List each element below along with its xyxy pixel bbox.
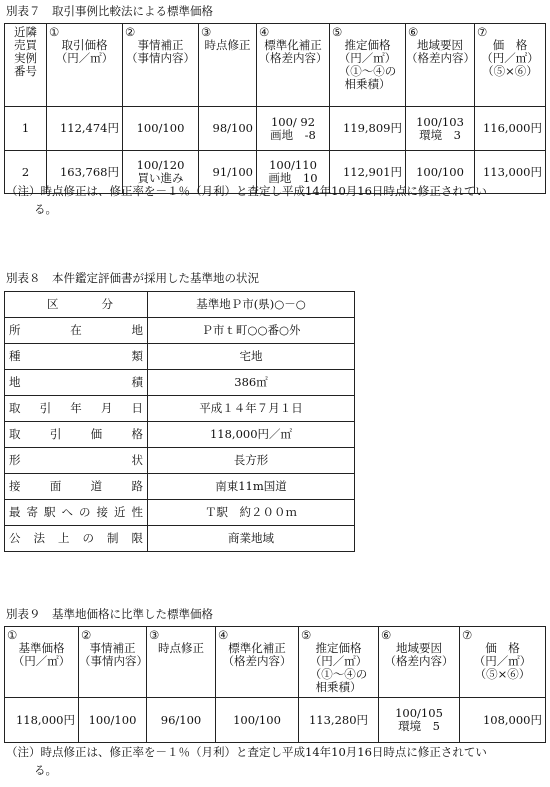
table8-label: 地 積 [5,370,148,396]
table7-note-line2: る。 [34,202,57,216]
table7-header-cell: ③ 時点修正 [199,24,257,107]
table7-cell-price: 163,768円 [47,151,123,194]
table-row [5,474,355,500]
table9-note-line1: （注）時点修正は、修正率を－１％（月利）と査定し平成14年10月16日時点に修正されてい [6,745,487,759]
table7 [4,23,546,194]
table8-label: 最 寄 駅 へ の 接 近 性 [5,500,148,526]
table7-cell-suitei: 112,901円 [330,151,406,194]
table7-header-cell: ② 事情補正 （事情内容） [123,24,199,107]
table8-header-value: 基準地Ｐ市(県)○－○ [148,292,355,318]
table8-value: 南東11m国道 [148,474,355,500]
table7-cell-kakaku: 116,000円 [475,107,546,151]
table8-label: 公 法 上 の 制 限 [5,526,148,552]
table9-cell-kijun: 118,000円 [5,698,79,743]
table9-header-cell: ① 基準価格 （円／㎡） [5,627,79,698]
table8-value: Ｐ市ｔ町○○番○外 [148,318,355,344]
table7-title: 別表７ 取引事例比較法による標準価格 [6,4,213,18]
table7-header-cell: ⑦ 価 格 （円／㎡） （⑤×⑥） [475,24,546,107]
table-row [5,318,355,344]
table7-cell-price: 112,474円 [47,107,123,151]
table-row [5,107,546,151]
table9-cell-kakaku: 108,000円 [460,698,546,743]
table9 [4,626,546,743]
table8-label: 取 引 価 格 [5,422,148,448]
table-row [5,698,546,743]
table8-title: 別表８ 本件鑑定評価書が採用した基準地の状況 [6,271,259,285]
table7-cell-chiiki: 100/103 環境 3 [406,107,475,151]
table-row [5,422,355,448]
table8-header-row [5,292,355,318]
table7-cell-chiiki: 100/100 [406,151,475,194]
table9-cell-suitei: 113,280円 [299,698,379,743]
table7-cell-suitei: 119,809円 [330,107,406,151]
table8-label: 形 状 [5,448,148,474]
table8-label: 接 面 道 路 [5,474,148,500]
table7-header-cell: 近隣 売買 実例 番号 [5,24,47,107]
table7-cell-no: 2 [5,151,47,194]
table7-note-line1: （注）時点修正は、修正率を－１％（月利）と査定し平成14年10月16日時点に修正されてい [6,184,487,198]
table9-note-line2: る。 [34,763,57,777]
table7-header-cell: ⑤ 推定価格 （円／㎡） （①～④の 相乗積） [330,24,406,107]
table-row [5,526,355,552]
table7-header-cell: ① 取引価格 （円／㎡） [47,24,123,107]
table9-header-cell: ⑦ 価 格 （円／㎡） （⑤×⑥） [460,627,546,698]
table7-header-cell: ⑥ 地域要因 （格差内容） [406,24,475,107]
table7-cell-jijo: 100/100 [123,107,199,151]
table8 [4,291,355,552]
table8-value: Ｔ駅 約２００ｍ [148,500,355,526]
table9-cell-hyojun: 100/100 [216,698,299,743]
table-row [5,448,355,474]
table9-header-cell: ⑥ 地域要因 （格差内容） [379,627,460,698]
table9-cell-jijo: 100/100 [79,698,147,743]
table8-value: 平成１４年７月１日 [148,396,355,422]
table-row [5,370,355,396]
table8-value: 宅地 [148,344,355,370]
table9-header-cell: ④ 標準化補正 （格差内容） [216,627,299,698]
table7-header-row [5,24,546,107]
table8-label: 所 在 地 [5,318,148,344]
table9-cell-jiten: 96/100 [147,698,216,743]
table9-header-cell: ③ 時点修正 [147,627,216,698]
table9-header-cell: ② 事情補正 （事情内容） [79,627,147,698]
table7-cell-jijo: 100/120 買い進み [123,151,199,194]
table7-cell-jiten: 91/100 [199,151,257,194]
table7-cell-hyojun: 100/ 92 画地 -8 [257,107,330,151]
table-row [5,396,355,422]
table9-header-row [5,627,546,698]
table8-value: 386㎡ [148,370,355,396]
table9-note [6,743,546,779]
table8-value: 商業地域 [148,526,355,552]
table8-label: 種 類 [5,344,148,370]
table8-value: 118,000円／㎡ [148,422,355,448]
table8-header-label: 区 分 [5,292,148,318]
table9-title: 別表９ 基準地価格に比準した標準価格 [6,607,213,621]
table-row [5,500,355,526]
table7-cell-kakaku: 113,000円 [475,151,546,194]
table7-note [6,182,546,218]
table7-header-cell: ④ 標準化補正 （格差内容） [257,24,330,107]
table8-label: 取 引 年 月 日 [5,396,148,422]
table8-value: 長方形 [148,448,355,474]
table7-cell-jiten: 98/100 [199,107,257,151]
table7-cell-hyojun: 100/110 画地 10 [257,151,330,194]
table9-header-cell: ⑤ 推定価格 （円／㎡） （①～④の 相乗積） [299,627,379,698]
table-row [5,344,355,370]
table9-cell-chiiki: 100/105 環境 5 [379,698,460,743]
table7-cell-no: 1 [5,107,47,151]
